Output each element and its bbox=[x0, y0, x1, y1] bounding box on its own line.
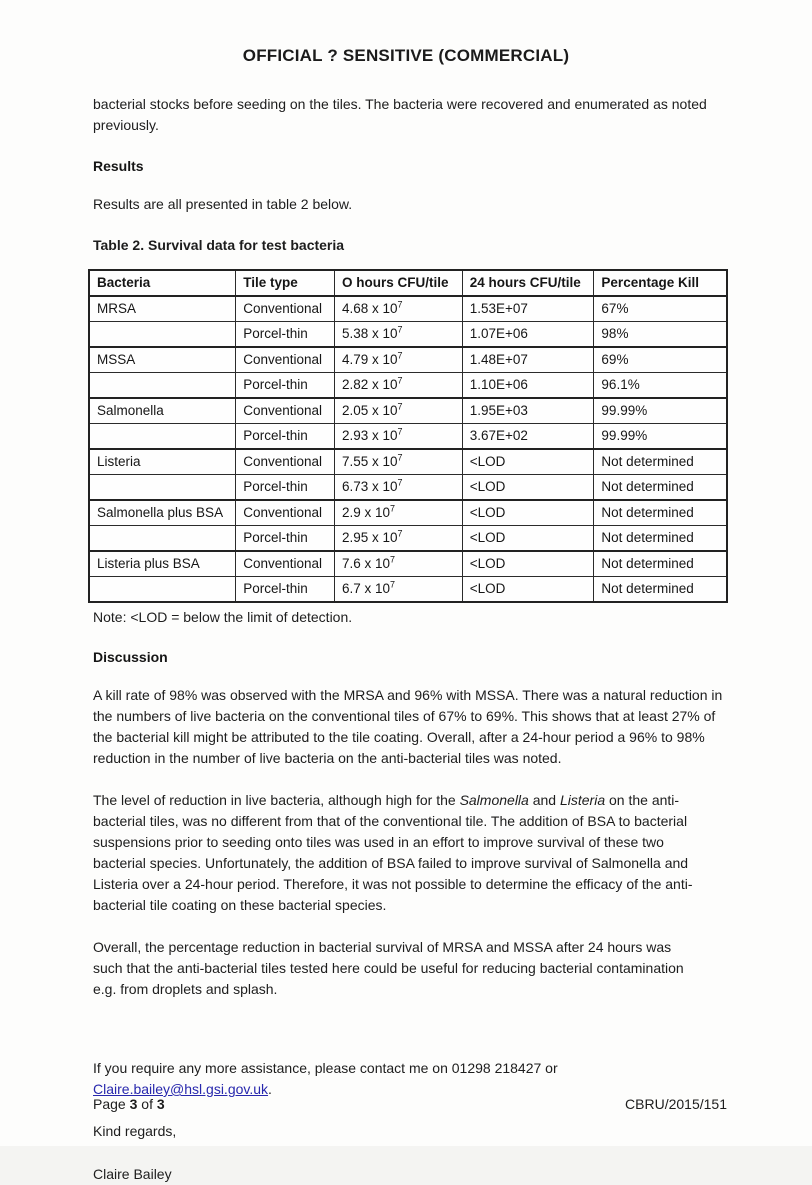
cell-kill: Not determined bbox=[594, 475, 727, 501]
cell-bacteria: MSSA bbox=[89, 347, 236, 373]
cell-kill: Not determined bbox=[594, 500, 727, 526]
cell-cfu24: 1.95E+03 bbox=[462, 398, 594, 424]
cfu0-base: 6.7 x 10 bbox=[342, 581, 391, 596]
cfu0-base: 2.05 x 10 bbox=[342, 403, 398, 418]
text-line: reduction in the number of live bacteria on the anti-bacterial tiles was noted. bbox=[93, 750, 562, 766]
cfu0-exponent: 7 bbox=[397, 452, 403, 463]
cfu0-base: 2.93 x 10 bbox=[342, 428, 398, 443]
cfu0-base: 5.38 x 10 bbox=[342, 326, 398, 341]
cell-bacteria bbox=[89, 424, 236, 450]
cell-tile-type: Porcel-thin bbox=[236, 577, 335, 603]
cell-bacteria bbox=[89, 475, 236, 501]
cell-kill: Not determined bbox=[594, 526, 727, 552]
text-segment: The level of reduction in live bacteria, although high for the bbox=[93, 792, 460, 808]
page-total: 3 bbox=[156, 1096, 165, 1112]
cell-cfu24: <LOD bbox=[462, 449, 594, 475]
cell-tile-type: Porcel-thin bbox=[236, 373, 335, 399]
cfu0-base: 2.82 x 10 bbox=[342, 377, 398, 392]
cell-cfu0 bbox=[335, 373, 463, 399]
cell-bacteria: Salmonella bbox=[89, 398, 236, 424]
text-line: such that the anti-bacterial tiles tested here could be useful for reducing bacterial contamination bbox=[93, 960, 684, 976]
cell-tile-type: Conventional bbox=[236, 347, 335, 373]
signoff: Kind regards, bbox=[93, 1123, 177, 1139]
table-row bbox=[89, 373, 727, 399]
contact-line: If you require any more assistance, please contact me on 01298 218427 or bbox=[93, 1060, 558, 1076]
cfu0-base: 4.68 x 10 bbox=[342, 301, 398, 316]
cell-tile-type: Porcel-thin bbox=[236, 475, 335, 501]
cell-cfu0 bbox=[335, 577, 463, 603]
table-row bbox=[89, 577, 727, 603]
species-name-italic: Salmonella bbox=[459, 792, 529, 808]
discussion-heading: Discussion bbox=[93, 649, 168, 665]
cell-tile-type: Conventional bbox=[236, 500, 335, 526]
text-segment: on the anti- bbox=[605, 792, 680, 808]
cell-bacteria: MRSA bbox=[89, 296, 236, 322]
species-name-italic: Listeria bbox=[559, 792, 606, 808]
discussion-paragraph-1 bbox=[93, 685, 727, 769]
cell-cfu24: 3.67E+02 bbox=[462, 424, 594, 450]
intro-line: bacterial stocks before seeding on the tiles. The bacteria were recovered and enumerated as noted bbox=[93, 96, 707, 112]
intro-line: previously. bbox=[93, 117, 159, 133]
text-line: Overall, the percentage reduction in bacterial survival of MRSA and MSSA after 24 hours was bbox=[93, 939, 672, 955]
cell-tile-type: Conventional bbox=[236, 551, 335, 577]
cell-kill: Not determined bbox=[594, 577, 727, 603]
table-row bbox=[89, 551, 727, 577]
text-line: the bacterial kill might be attributed to the tile coating. Overall, after a 24-hour period a 96% to 98% bbox=[93, 729, 705, 745]
cell-cfu24: <LOD bbox=[462, 475, 594, 501]
table-row bbox=[89, 347, 727, 373]
col-header-tile-type: Tile type bbox=[236, 270, 335, 296]
table-row bbox=[89, 296, 727, 322]
cell-cfu0 bbox=[335, 424, 463, 450]
cell-bacteria bbox=[89, 322, 236, 348]
cfu0-exponent: 7 bbox=[397, 375, 403, 386]
cfu0-exponent: 7 bbox=[397, 426, 403, 437]
text-line bbox=[93, 790, 727, 811]
text-line: suspensions prior to seeding onto tiles was used in an effort to improve survival of these two bbox=[93, 834, 664, 850]
email-link[interactable]: Claire.bailey@hsl.gsi.gov.uk bbox=[93, 1081, 269, 1097]
text-segment: Page bbox=[93, 1096, 130, 1112]
document-reference: CBRU/2015/151 bbox=[625, 1096, 727, 1112]
cfu0-base: 7.55 x 10 bbox=[342, 454, 398, 469]
discussion-paragraph-3 bbox=[93, 937, 727, 1000]
table-row bbox=[89, 526, 727, 552]
text-line: the numbers of live bacteria on the conventional tiles of 67% to 69%. This shows that at least 27% of bbox=[93, 708, 716, 724]
cell-cfu0 bbox=[335, 475, 463, 501]
text-segment: and bbox=[528, 792, 560, 808]
table-note: Note: <LOD = below the limit of detection. bbox=[93, 609, 353, 625]
cfu0-exponent: 7 bbox=[397, 528, 403, 539]
cfu0-exponent: 7 bbox=[390, 554, 396, 565]
cell-cfu24: <LOD bbox=[462, 551, 594, 577]
cell-kill: 99.99% bbox=[594, 398, 727, 424]
cell-cfu0 bbox=[335, 526, 463, 552]
table-row bbox=[89, 424, 727, 450]
cell-bacteria bbox=[89, 577, 236, 603]
page-number: 3 bbox=[129, 1096, 138, 1112]
col-header-percentage-kill: Percentage Kill bbox=[594, 270, 727, 296]
cfu0-base: 2.95 x 10 bbox=[342, 530, 398, 545]
cell-bacteria bbox=[89, 526, 236, 552]
col-header-24h-cfu: 24 hours CFU/tile bbox=[462, 270, 594, 296]
cell-cfu24: 1.07E+06 bbox=[462, 322, 594, 348]
table-row bbox=[89, 475, 727, 501]
intro-paragraph bbox=[93, 94, 727, 136]
cell-cfu0 bbox=[335, 322, 463, 348]
cell-tile-type: Conventional bbox=[236, 449, 335, 475]
cfu0-exponent: 7 bbox=[390, 579, 396, 590]
cfu0-base: 7.6 x 10 bbox=[342, 556, 391, 571]
cell-tile-type: Conventional bbox=[236, 398, 335, 424]
signature-name: Claire Bailey bbox=[93, 1166, 172, 1182]
cfu0-exponent: 7 bbox=[397, 299, 403, 310]
cell-kill: 96.1% bbox=[594, 373, 727, 399]
cell-kill: 99.99% bbox=[594, 424, 727, 450]
text-segment: . bbox=[268, 1081, 272, 1097]
cell-cfu24: 1.53E+07 bbox=[462, 296, 594, 322]
cfu0-exponent: 7 bbox=[397, 477, 403, 488]
text-line: bacterial tile coating on these bacterial species. bbox=[93, 897, 387, 913]
table-row bbox=[89, 449, 727, 475]
table-row bbox=[89, 500, 727, 526]
cell-cfu24: <LOD bbox=[462, 500, 594, 526]
cell-cfu0 bbox=[335, 500, 463, 526]
cell-bacteria bbox=[89, 373, 236, 399]
text-segment: of bbox=[137, 1096, 157, 1112]
cfu0-exponent: 7 bbox=[397, 324, 403, 335]
table-header-row bbox=[89, 270, 727, 296]
contact-paragraph bbox=[93, 1058, 727, 1100]
cfu0-base: 2.9 x 10 bbox=[342, 505, 391, 520]
cell-kill: 69% bbox=[594, 347, 727, 373]
cell-tile-type: Conventional bbox=[236, 296, 335, 322]
cfu0-exponent: 7 bbox=[390, 503, 396, 514]
cell-cfu0 bbox=[335, 347, 463, 373]
cell-tile-type: Porcel-thin bbox=[236, 322, 335, 348]
cell-kill: 67% bbox=[594, 296, 727, 322]
page-number-indicator bbox=[93, 1096, 165, 1112]
cell-bacteria: Listeria plus BSA bbox=[89, 551, 236, 577]
discussion-paragraph-2 bbox=[93, 790, 727, 916]
cfu0-exponent: 7 bbox=[397, 350, 403, 361]
col-header-0h-cfu: O hours CFU/tile bbox=[335, 270, 463, 296]
cfu0-base: 6.73 x 10 bbox=[342, 479, 398, 494]
cell-bacteria: Salmonella plus BSA bbox=[89, 500, 236, 526]
cell-kill: Not determined bbox=[594, 449, 727, 475]
table-row bbox=[89, 398, 727, 424]
cell-cfu24: <LOD bbox=[462, 526, 594, 552]
text-line: e.g. from droplets and splash. bbox=[93, 981, 278, 997]
page-footer bbox=[93, 1096, 727, 1112]
document-body bbox=[93, 94, 727, 1185]
cell-tile-type: Porcel-thin bbox=[236, 424, 335, 450]
cell-cfu24: 1.10E+06 bbox=[462, 373, 594, 399]
text-line: Listeria over a 24-hour period. Therefore, it was not possible to determine the efficacy of the anti- bbox=[93, 876, 693, 892]
text-line: A kill rate of 98% was observed with the MRSA and 96% with MSSA. There was a natural reduction in bbox=[93, 687, 723, 703]
cell-cfu0 bbox=[335, 551, 463, 577]
text-line: bacterial species. Unfortunately, the addition of BSA failed to improve survival of Salmonella and bbox=[93, 855, 689, 871]
cell-cfu0 bbox=[335, 296, 463, 322]
cell-cfu0 bbox=[335, 398, 463, 424]
cell-kill: Not determined bbox=[594, 551, 727, 577]
cell-cfu0 bbox=[335, 449, 463, 475]
cfu0-base: 4.79 x 10 bbox=[342, 352, 398, 367]
text-line: bacterial tiles, was no different from that of the conventional tile. The addition of BSA to bacterial bbox=[93, 813, 688, 829]
survival-data-table bbox=[88, 269, 728, 603]
results-body: Results are all presented in table 2 below. bbox=[93, 196, 353, 212]
cell-tile-type: Porcel-thin bbox=[236, 526, 335, 552]
cell-kill: 98% bbox=[594, 322, 727, 348]
cfu0-exponent: 7 bbox=[397, 401, 403, 412]
col-header-bacteria: Bacteria bbox=[89, 270, 236, 296]
classification-banner: OFFICIAL ? SENSITIVE (COMMERCIAL) bbox=[242, 46, 570, 65]
results-heading: Results bbox=[93, 158, 144, 174]
table-row bbox=[89, 322, 727, 348]
table-caption: Table 2. Survival data for test bacteria bbox=[93, 237, 345, 253]
cell-cfu24: 1.48E+07 bbox=[462, 347, 594, 373]
cell-bacteria: Listeria bbox=[89, 449, 236, 475]
cell-cfu24: <LOD bbox=[462, 577, 594, 603]
